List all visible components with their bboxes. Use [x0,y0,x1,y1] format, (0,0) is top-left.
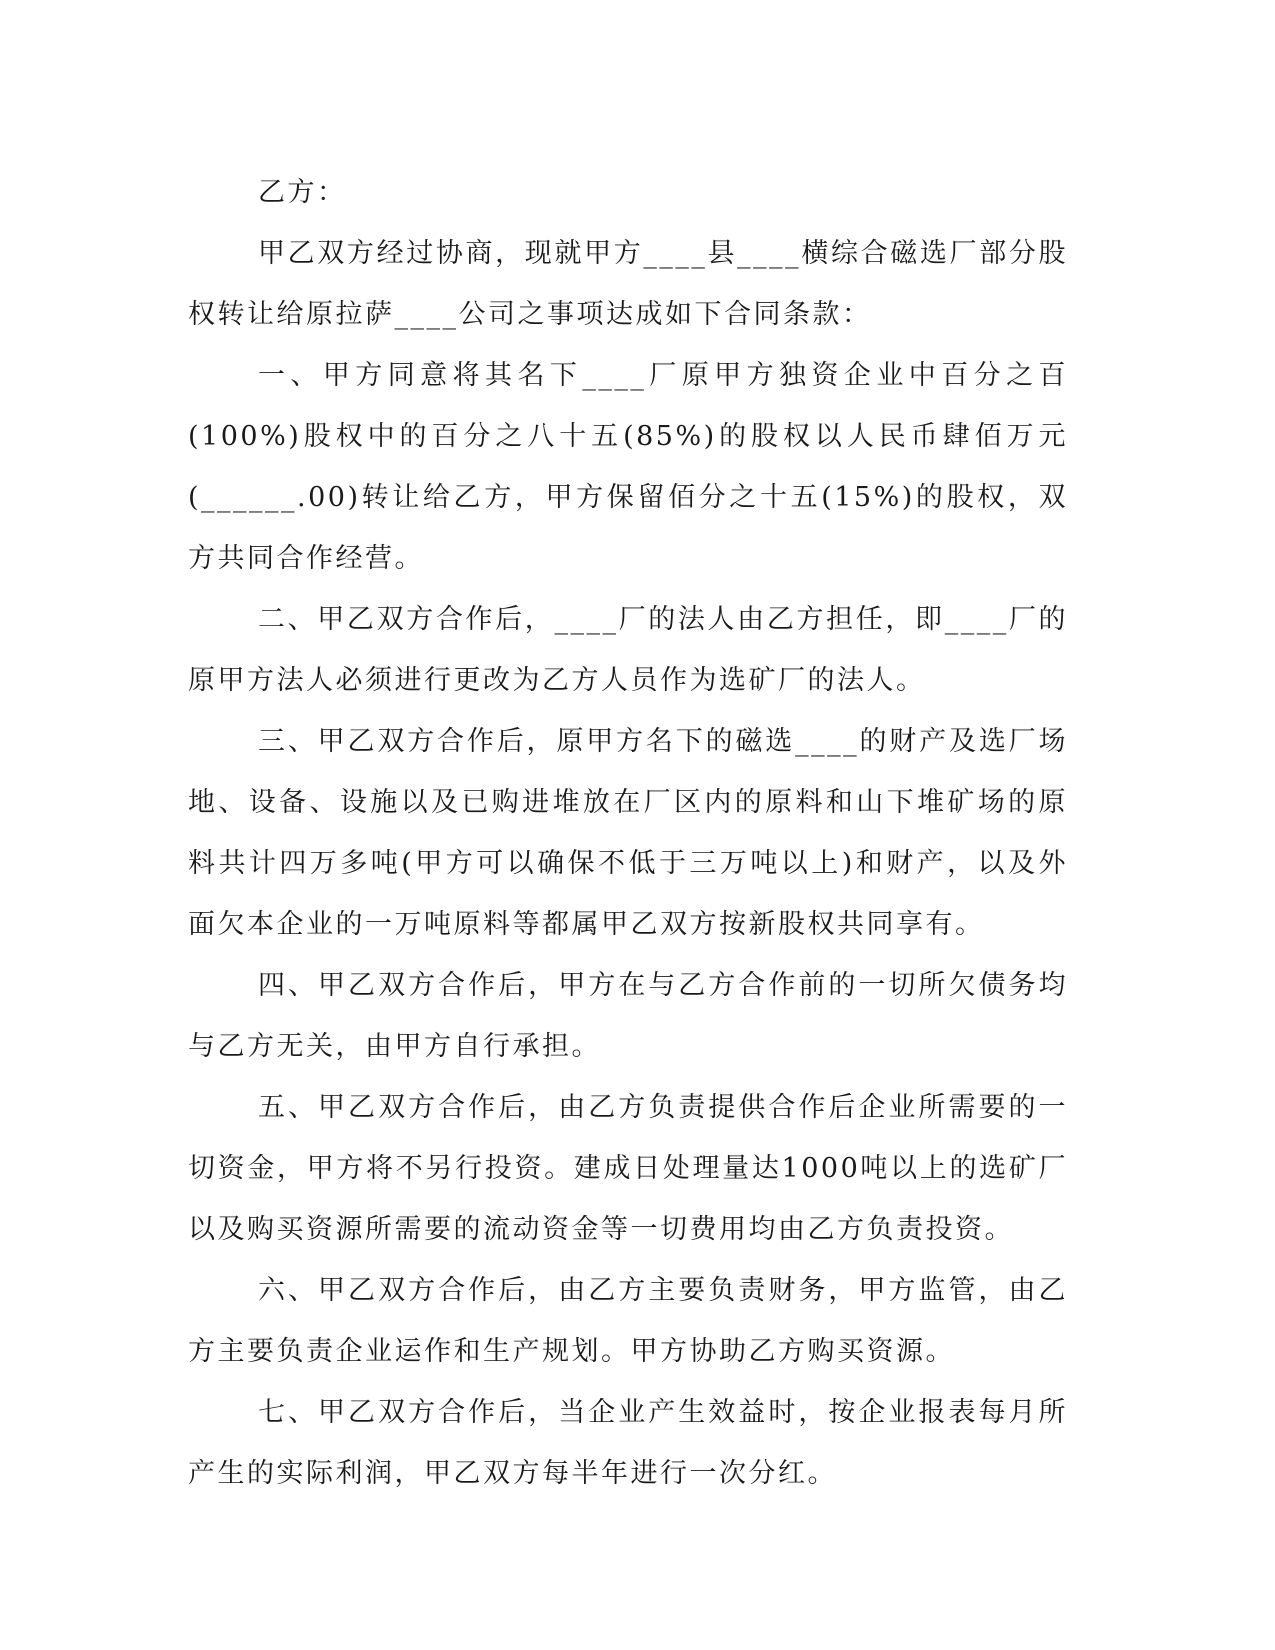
preamble-paragraph: 甲乙双方经过协商，现就甲方____县____横综合磁选厂部分股权转让给原拉萨____公司之事项达成如下合同条款： [188,238,1068,330]
clause-2: 二、甲乙双方合作后，____厂的法人由乙方担任，即____厂的原甲方法人必须进行更改为乙方人员作为选矿厂的法人。 [188,604,1068,696]
party-b-line: 乙方： [258,177,347,208]
clause-5: 五、甲乙双方合作后，由乙方负责提供合作后企业所需要的一切资金，甲方将不另行投资。建成日处理量达1000吨以上的选矿厂以及购买资源所需要的流动资金等一切费用均由乙方负责投资。 [188,1092,1068,1245]
clause-3: 三、甲乙双方合作后，原甲方名下的磁选____的财产及选厂场地、设备、设施以及已购进堆放在厂区内的原料和山下堆矿场的原料共计四万多吨(甲方可以确保不低于三万吨以上)和财产，以及外面欠本企业的一万吨原料等都属甲乙双方按新股权共同享有。 [188,726,1068,940]
clause-7: 七、甲乙双方合作后，当企业产生效益时，按企业报表每月所产生的实际利润，甲乙双方每半年进行一次分红。 [188,1397,1068,1489]
contract-body [188,162,1068,1504]
clause-4: 四、甲乙双方合作后，甲方在与乙方合作前的一切所欠债务均与乙方无关，由甲方自行承担。 [188,970,1068,1062]
clause-6: 六、甲乙双方合作后，由乙方主要负责财务，甲方监管，由乙方主要负责企业运作和生产规划。甲方协助乙方购买资源。 [188,1275,1068,1367]
clause-1: 一、甲方同意将其名下____厂原甲方独资企业中百分之百(100%)股权中的百分之八十五(85%)的股权以人民币肆佰万元(______.00)转让给乙方，甲方保留佰分之十五(15%)的股权，双方共同合作经营。 [188,360,1068,574]
